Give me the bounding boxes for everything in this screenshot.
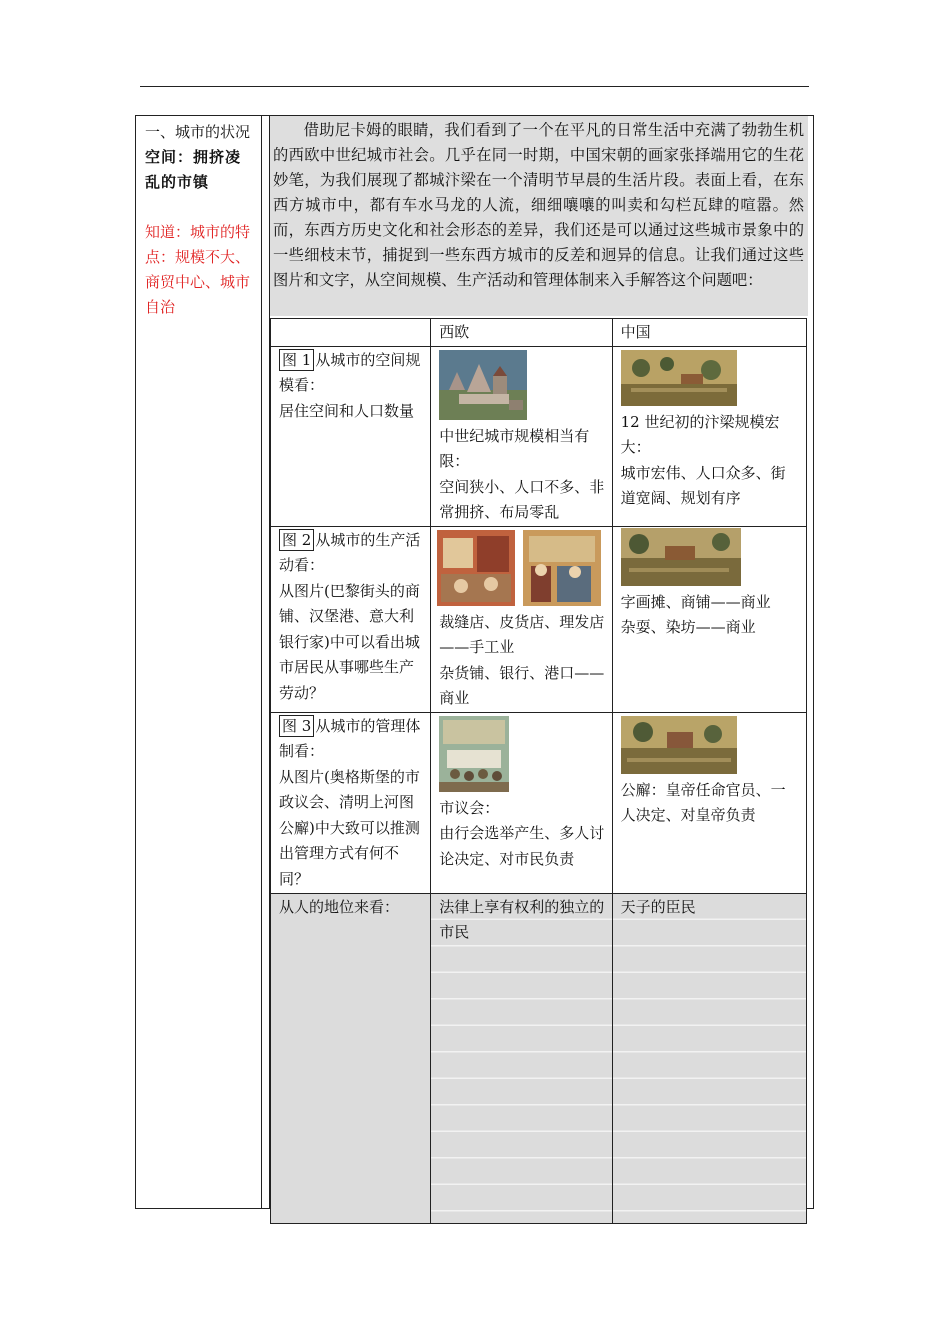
question-cell <box>271 526 431 712</box>
right-content-column <box>270 116 813 1208</box>
west-cell <box>431 526 612 712</box>
table-row <box>271 526 807 712</box>
table-row <box>271 346 807 526</box>
china-cell <box>612 712 806 893</box>
china-cell <box>612 346 806 526</box>
west-cell <box>431 346 612 526</box>
header-rule <box>140 86 809 87</box>
table-header-row <box>271 319 807 347</box>
table-row <box>271 712 807 893</box>
question-head: 从城市的管理体制看： <box>279 716 421 760</box>
figure-tag: 图 2 <box>279 529 314 551</box>
china-main: 字画摊、商铺——商业 <box>620 592 771 611</box>
header-china: 中国 <box>612 319 806 347</box>
market-scenes-image <box>437 530 602 606</box>
qingming-market-image <box>621 528 741 586</box>
question-head: 从城市的空间规模看： <box>279 350 421 394</box>
figure-tag: 图 3 <box>279 715 314 737</box>
section-subtitle: 空间：拥挤凌乱的市镇 <box>145 148 242 191</box>
west-detail: 由行会选举产生、多人讨论决定、对市民负责 <box>439 824 605 868</box>
medieval-town-image <box>439 350 527 420</box>
figure-tag: 图 1 <box>279 349 314 371</box>
china-detail: 城市宏伟、人口众多、街道宽阔、规划有序 <box>620 463 786 507</box>
header-west: 西欧 <box>431 319 612 347</box>
west-main: 裁缝店、皮货店、理发店——手工业 <box>439 612 605 656</box>
west-main: 中世纪城市规模相当有限： <box>439 426 590 470</box>
question-cell <box>271 346 431 526</box>
status-china-cell <box>612 893 806 1223</box>
status-china: 天子的臣民 <box>620 897 696 916</box>
question-head: 从城市的生产活动看： <box>279 530 421 574</box>
china-main: 12 世纪初的汴梁规模宏大： <box>620 412 780 456</box>
question-body: 从图片(奥格斯堡的市政议会、清明上河图公廨)中大致可以推测出管理方式有何不同？ <box>279 767 420 888</box>
status-west: 法律上享有权利的独立的市民 <box>439 897 605 941</box>
question-body: 从图片(巴黎街头的商铺、汉堡港、意大利银行家)中可以看出城市居民从事哪些生产劳动？ <box>279 581 420 702</box>
status-label-cell <box>271 893 431 1223</box>
column-gap <box>262 116 270 1208</box>
status-row <box>271 893 807 1223</box>
bianliang-painting-image <box>621 350 737 406</box>
comparison-table <box>270 318 807 1224</box>
government-office-image <box>621 716 737 774</box>
west-cell <box>431 712 612 893</box>
section-title: 一、城市的状况 <box>145 123 251 141</box>
question-body: 居住空间和人口数量 <box>279 401 415 420</box>
west-main: 市议会： <box>439 798 500 817</box>
question-cell <box>271 712 431 893</box>
header-blank <box>271 319 431 347</box>
intro-paragraph <box>270 116 808 316</box>
china-main: 公廨：皇帝任命官员、一人决定、对皇帝负责 <box>620 780 786 824</box>
china-cell <box>612 526 806 712</box>
intro-text: 借助尼卡姆的眼睛，我们看到了一个在平凡的日常生活中充满了勃勃生机的西欧中世纪城市社会。几乎在同一时期，中国宋朝的画家张择端用它的生花妙笔，为我们展现了都城汴梁在一个清明节早晨的生活片段。表面上看，在东西方城市中，都有车水马龙的人流，细细嚷嚷的叫卖和勾栏瓦肆的喧嚣。然而，东西方历史文化和社会形态的差异，我们还是可以通过这些城市景象中的一些细枝末节，捕捉到一些东西方城市的反差和迥异的信息。让我们通过这些图片和文字，从空间规模、生产活动和管理体制来入手解答这个问题吧： <box>273 121 804 289</box>
west-detail: 杂货铺、银行、港口——商业 <box>439 663 605 707</box>
china-detail: 杂耍、染坊——商业 <box>620 618 756 636</box>
status-west-cell <box>431 893 612 1223</box>
lesson-table <box>135 115 814 1209</box>
knowledge-points: 知道：城市的特点：规模不大、商贸中心、城市自治 <box>145 223 251 316</box>
city-council-image <box>439 716 509 792</box>
status-label: 从人的地位来看： <box>279 897 400 916</box>
west-detail: 空间狭小、人口不多、非常拥挤、布局零乱 <box>439 477 605 521</box>
left-notes-column <box>136 116 262 1208</box>
